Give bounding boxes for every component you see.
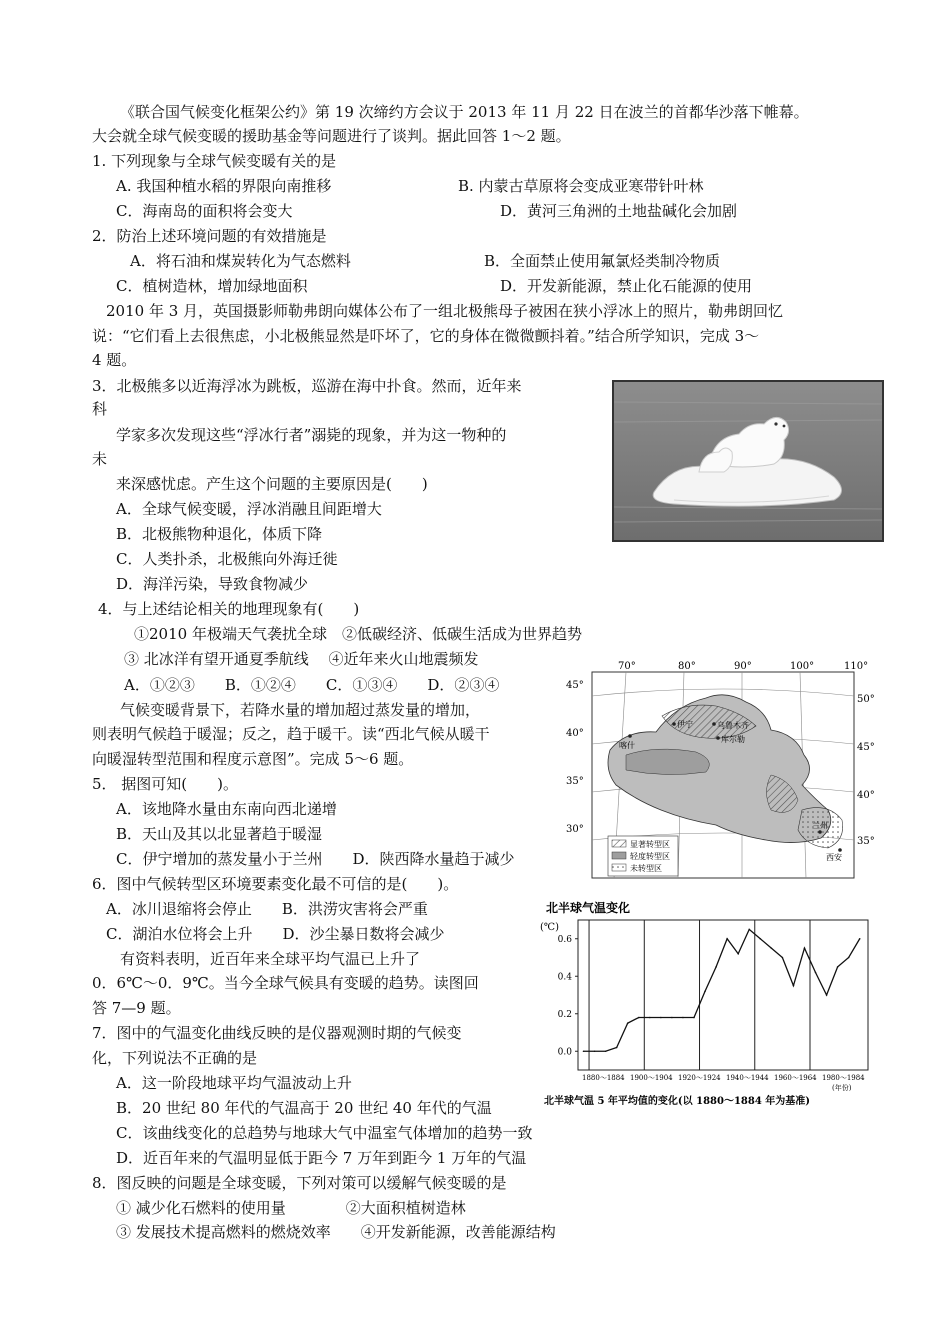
q1-option-d: D．黄河三角洲的土地盐碱化会加剧 — [500, 202, 738, 220]
chart-point — [627, 1022, 629, 1024]
q5-option-c-d: C．伊宁增加的蒸发量小于兰州 D．陕西降水量趋于减少 — [116, 850, 515, 868]
q7-option-c: C．该曲线变化的总趋势与地球大气中温室气体增加的趋势一致 — [116, 1124, 533, 1142]
intro-3-line-3: 向暖湿转型范围和程度示意图”。完成 5～6 题。 — [92, 750, 414, 768]
q3-line-1: 3．北极熊多以近海浮冰为跳板，巡游在海中扑食。然而，近年来 — [92, 377, 522, 395]
chart-point — [583, 1050, 585, 1052]
intro-4-line-1: 有资料表明，近百年来全球平均气温已上升了 — [120, 950, 421, 968]
q8-items-3-4: ③ 发展技术提高燃料的燃烧效率 ④开发新能源，改善能源结构 — [116, 1223, 556, 1241]
q4-item-1-2: ①2010 年极端天气袭扰全球 ②低碳经济、低碳生活成为世界趋势 — [134, 625, 582, 643]
q8-items-1-2: ① 减少化石燃料的使用量 ②大面积植树造林 — [116, 1199, 466, 1217]
map-lon-100: 100° — [790, 661, 815, 672]
q5-option-b: B．天山及其以北显著趋于暖湿 — [116, 825, 323, 843]
map-lat-left-35: 35° — [566, 776, 584, 787]
chart-point — [837, 966, 839, 968]
q2-option-d: D．开发新能源，禁止化石能源的使用 — [500, 277, 753, 295]
q3-option-b: B．北极熊物种退化，体质下降 — [116, 525, 323, 543]
temperature-chart — [538, 898, 896, 1108]
chart-point — [748, 929, 750, 931]
map-lon-70: 70° — [618, 661, 636, 672]
map-svg — [566, 660, 882, 892]
map-legend-significant: 显著转型区 — [630, 840, 670, 849]
map-city-urumqi: 乌鲁木齐 — [717, 721, 749, 730]
intro-3-line-1: 气候变暖背景下，若降水量的增加超过蒸发量的增加， — [120, 701, 481, 719]
chart-xtick-label-5: 1980～1984 — [822, 1074, 865, 1082]
chart-point — [682, 1017, 684, 1019]
map-city-xian: 西安 — [826, 853, 842, 862]
chart-point — [704, 990, 706, 992]
q4-stem: 4．与上述结论相关的地理现象有( ) — [98, 600, 360, 618]
intro-1-line-2: 大会就全球气候变暖的援助基金等问题进行了谈判。据此回答 1～2 题。 — [92, 127, 571, 145]
chart-xtick-label-2: 1920～1924 — [678, 1074, 721, 1082]
chart-xtick-label-3: 1940～1944 — [726, 1074, 769, 1082]
chart-point — [671, 1017, 673, 1019]
polar-bear-photo — [612, 380, 884, 542]
chart-ytick-label-1: 0.2 — [557, 1009, 572, 1020]
q1-stem: 1. 下列现象与全球气候变暖有关的是 — [92, 152, 337, 170]
chart-ylabel: (℃) — [540, 922, 559, 933]
chart-point — [782, 957, 784, 959]
q1-option-b: B. 内蒙古草原将会变成亚寒带针叶林 — [458, 177, 704, 195]
q5-option-a: A．该地降水量由东南向西北递增 — [116, 800, 337, 818]
intro-2-line-2: 说：“它们看上去很焦虑，小北极熊显然是吓坏了，它的身体在微微颤抖着。”结合所学知识，完成 3～ — [92, 327, 760, 345]
chart-point — [594, 1050, 596, 1052]
chart-point — [804, 947, 806, 949]
map-lat-left-40: 40° — [566, 728, 584, 739]
map-city-korla: 库尔勒 — [721, 735, 745, 744]
q7-option-a: A．这一阶段地球平均气温波动上升 — [116, 1074, 352, 1092]
chart-point — [826, 994, 828, 996]
chart-point — [815, 972, 817, 974]
intro-4-line-2: 0．6℃～0．9℃。当今全球气候具有变暖的趋势。读图回 — [92, 974, 479, 992]
chart-point — [848, 957, 850, 959]
q6-stem: 6．图中气候转型区环境要素变化最不可信的是( )。 — [92, 875, 459, 893]
chart-xtick-label-1: 1900～1904 — [630, 1074, 673, 1082]
map-lat-left-30: 30° — [566, 824, 584, 835]
northwest-climate-map — [566, 660, 882, 892]
q3-line-4: 未 — [92, 450, 108, 468]
temperature-chart-svg — [538, 898, 896, 1108]
map-lat-right-35: 35° — [857, 836, 875, 847]
q6-option-a-b: A．冰川退缩将会停止 B．洪涝灾害将会严重 — [106, 900, 428, 918]
chart-point — [771, 947, 773, 949]
chart-point — [759, 938, 761, 940]
chart-frame — [578, 920, 868, 1070]
chart-ytick-label-2: 0.4 — [557, 972, 572, 983]
q7-line-2: 化，下列说法不正确的是 — [92, 1049, 258, 1067]
chart-ytick-label-3: 0.6 — [557, 934, 572, 945]
chart-point — [715, 966, 717, 968]
intro-3-line-2: 则表明气候趋于暖湿；反之，趋于暖干。读“西北气候从暖干 — [92, 725, 490, 743]
chart-point — [616, 1047, 618, 1049]
chart-xlabel: (年份) — [832, 1084, 852, 1092]
chart-point — [638, 1017, 640, 1019]
q3-option-d: D．海洋污染，导致食物减少 — [116, 575, 309, 593]
q3-line-5: 来深感忧虑。产生这个问题的主要原因是( ) — [116, 475, 428, 493]
map-lat-right-45: 45° — [857, 742, 875, 753]
chart-point — [660, 1017, 662, 1019]
chart-xtick-label-0: 1880～1884 — [582, 1074, 625, 1082]
q3-option-c: C．人类扑杀，北极熊向外海迁徙 — [116, 550, 338, 568]
chart-point — [793, 985, 795, 987]
map-city-kashi: 喀什 — [619, 741, 635, 750]
q2-stem: 2．防治上述环境问题的有效措施是 — [92, 227, 327, 245]
chart-series-line — [584, 929, 860, 1051]
q1-option-c: C．海南岛的面积将会变大 — [116, 202, 293, 220]
intro-2-line-3: 4 题。 — [92, 351, 137, 369]
map-lat-left-45: 45° — [566, 680, 584, 691]
chart-point — [859, 938, 861, 940]
map-lon-90: 90° — [734, 661, 752, 672]
map-lon-110: 110° — [844, 661, 869, 672]
q3-line-2: 科 — [92, 400, 108, 418]
q2-option-a: A．将石油和煤炭转化为气态燃料 — [130, 252, 351, 270]
q3-option-a: A．全球气候变暖，浮冰消融且间距增大 — [116, 500, 382, 518]
q8-stem: 8．图反映的问题是全球变暖，下列对策可以缓解气候变暖的是 — [92, 1174, 507, 1192]
q7-option-b: B．20 世纪 80 年代的气温高于 20 世纪 40 年代的气温 — [116, 1099, 492, 1117]
chart-point — [693, 1017, 695, 1019]
q3-line-3: 学家多次发现这些“浮冰行者”溺毙的现象，并为这一物种的 — [116, 426, 507, 444]
map-legend-none: 未转型区 — [630, 864, 662, 873]
q5-stem: 5． 据图可知( )。 — [92, 775, 239, 793]
q7-line-1: 7．图中的气温变化曲线反映的是仪器观测时期的气候变 — [92, 1024, 462, 1042]
map-lat-right-40: 40° — [857, 790, 875, 801]
map-city-yining: 伊宁 — [677, 720, 693, 729]
map-city-lanzhou: 兰州 — [812, 821, 828, 830]
q1-option-a: A. 我国种植水稻的界限向南推移 — [116, 177, 332, 195]
q2-option-c: C．植树造林，增加绿地面积 — [116, 277, 308, 295]
q7-option-d: D．近百年来的气温明显低于距今 7 万年到距今 1 万年的气温 — [116, 1149, 527, 1167]
polar-bear-illustration — [614, 382, 882, 540]
intro-4-line-3: 答 7—9 题。 — [92, 999, 181, 1017]
chart-point — [649, 1017, 651, 1019]
chart-title: 北半球气温变化 — [546, 901, 631, 915]
q2-option-b: B．全面禁止使用氟氯烃类制冷物质 — [484, 252, 721, 270]
chart-point — [726, 938, 728, 940]
map-legend-mild: 轻度转型区 — [630, 852, 670, 861]
chart-ytick-label-0: 0.0 — [557, 1047, 572, 1058]
chart-point — [737, 953, 739, 955]
map-lon-80: 80° — [678, 661, 696, 672]
chart-point — [605, 1050, 607, 1052]
intro-2-line-1: 2010 年 3 月，英国摄影师勒弗朗向媒体公布了一组北极熊母子被困在狭小浮冰上的照片，勒弗朗回忆 — [106, 302, 784, 320]
intro-1-line-1: 《联合国气候变化框架公约》第 19 次缔约方会议于 2013 年 11 月 22 日在波兰的首都华沙落下帷幕。 — [120, 103, 809, 121]
map-lat-right-50: 50° — [857, 694, 875, 705]
chart-xtick-label-4: 1960～1964 — [774, 1074, 817, 1082]
q6-option-c-d: C．湖泊水位将会上升 D．沙尘暴日数将会减少 — [106, 925, 445, 943]
q4-options: A．①②③ B．①②④ C．①③④ D．②③④ — [124, 676, 500, 694]
chart-caption: 北半球气温 5 年平均值的变化(以 1880～1884 年为基准) — [544, 1096, 811, 1107]
q4-item-3-4: ③ 北冰洋有望开通夏季航线 ④近年来火山地震频发 — [124, 650, 479, 668]
